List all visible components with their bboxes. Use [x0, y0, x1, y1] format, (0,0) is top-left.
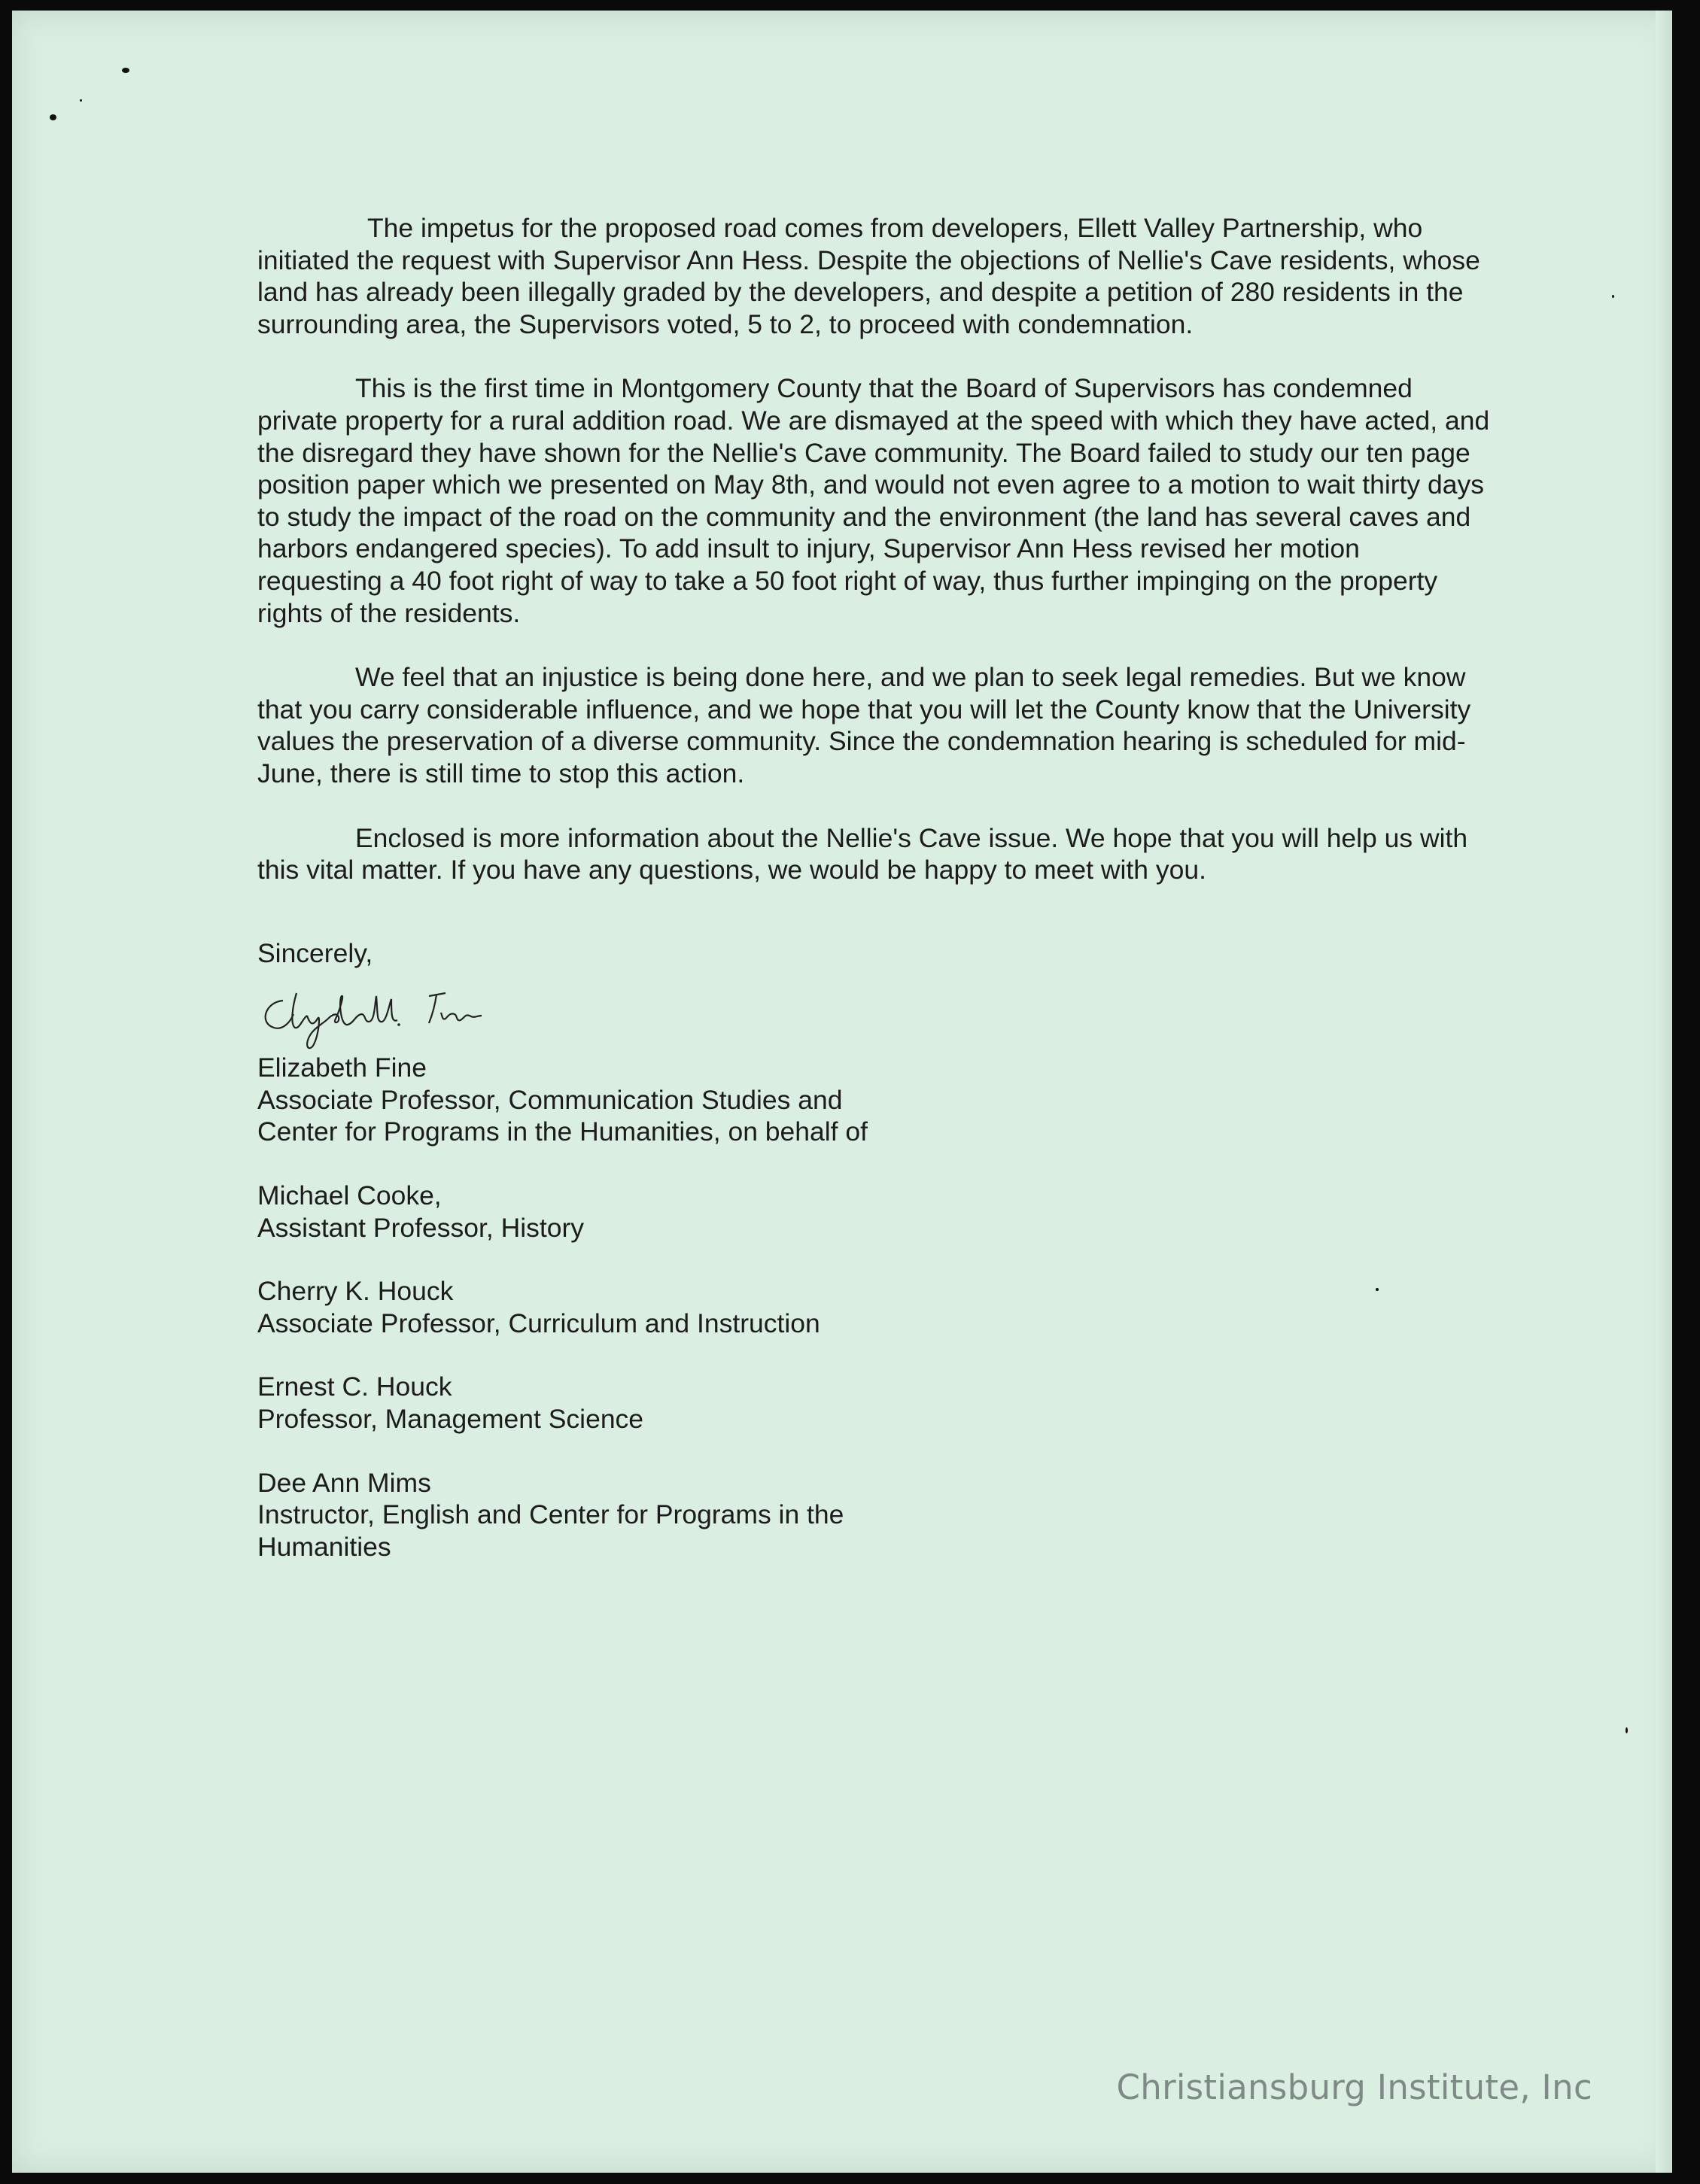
signer-block-2: [257, 1180, 1492, 1244]
signer-title: Instructor, English and Center for Programs in the: [257, 1499, 844, 1530]
signer-name: Dee Ann Mims: [257, 1467, 431, 1498]
signer-title: Humanities: [257, 1531, 391, 1562]
signer-block-4: [257, 1371, 1492, 1435]
signer-name: Elizabeth Fine: [257, 1053, 427, 1083]
dust-speck: [1625, 1727, 1628, 1733]
closing-salutation: Sincerely,: [257, 937, 373, 968]
archive-watermark: Christiansburg Institute, Inc: [1116, 2067, 1592, 2107]
signer-name: Ernest C. Houck: [257, 1371, 452, 1402]
letter-body: [257, 212, 1492, 1563]
paragraph-1: The impetus for the proposed road comes from developers, Ellett Valley Partnership, who initiated the request with Supervisor Ann Hess. Despite the objections of Nellie's Cave residents, whose land has already been illegally graded by the developers, and despite a petition of 280 residents in the surrounding area, the Supervisors voted, 5 to 2, to proceed with condemnation.: [257, 213, 1480, 339]
dust-speck: [1612, 295, 1614, 298]
signer-title: Associate Professor, Communication Studies and: [257, 1084, 843, 1115]
signer-name: Michael Cooke,: [257, 1180, 442, 1211]
dust-speck: [80, 99, 82, 102]
signer-title: Professor, Management Science: [257, 1404, 644, 1435]
paragraph-3: We feel that an injustice is being done here, and we plan to seek legal remedies. But we know that you carry considerable influence, and we hope that you will let the County know that the University values the preservation of a diverse community. Since the condemnation hearing is scheduled for mid-June, there is still time to stop this action.: [257, 662, 1471, 788]
signer-block-1: [257, 1052, 1492, 1148]
signer-block-5: [257, 1467, 1492, 1563]
paragraph-2: This is the first time in Montgomery County that the Board of Supervisors has condemned private property for a rural addition road. We are dismayed at the speed with which they have acted, and the disregard they have shown for the Nellie's Cave community. The Board failed to study our ten page position paper which we presented on May 8th, and would not even agree to a motion to wait thirty days to study the impact of the road on the community and the environment (the land has several caves and harbors endangered species). To add insult to injury, Supervisor Ann Hess revised her motion requesting a 40 foot right of way to take a 50 foot right of way, thus further impinging on the property rights of the residents.: [257, 373, 1490, 628]
signer-name: Cherry K. Houck: [257, 1276, 454, 1307]
letter-page: [12, 11, 1672, 2173]
dust-speck: [122, 68, 129, 73]
signer-block-3: [257, 1275, 1492, 1339]
dust-speck: [50, 114, 56, 120]
signer-title: Assistant Professor, History: [257, 1212, 585, 1243]
handwritten-signature: [257, 986, 498, 1052]
page-edge-shadow: [1656, 11, 1672, 2173]
signer-title: Associate Professor, Curriculum and Instruction: [257, 1308, 820, 1338]
signer-title: Center for Programs in the Humanities, on behalf of: [257, 1116, 868, 1147]
paragraph-4: Enclosed is more information about the Nellie's Cave issue. We hope that you will help us with this vital matter. If you have any questions, we would be happy to meet with you.: [257, 822, 1468, 885]
